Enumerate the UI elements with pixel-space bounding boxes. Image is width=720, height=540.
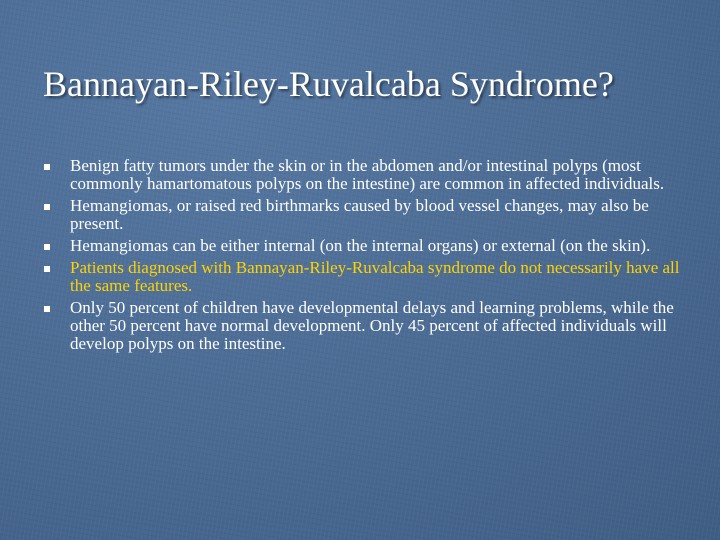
- bullet-text: Hemangiomas, or raised red birthmarks caused by blood vessel changes, may also be present.: [70, 196, 649, 233]
- square-bullet-icon: [44, 306, 50, 312]
- square-bullet-icon: [44, 204, 50, 210]
- bullet-text: Hemangiomas can be either internal (on the internal organs) or external (on the skin).: [70, 236, 651, 255]
- slide-title: Bannayan-Riley-Ruvalcaba Syndrome?: [43, 64, 614, 104]
- bullet-item: [70, 157, 690, 193]
- bullet-text: Patients diagnosed with Bannayan-Riley-Ruvalcaba syndrome do not necessarily have all the same features.: [70, 258, 680, 295]
- bullet-text: Only 50 percent of children have developmental delays and learning problems, while the other 50 percent have normal development. Only 45 percent of affected individuals will develop polyps on the intestine.: [70, 298, 674, 353]
- bullet-item: [70, 237, 690, 255]
- square-bullet-icon: [44, 266, 50, 272]
- bullet-item-highlighted: [70, 259, 690, 295]
- bullet-item: [70, 299, 690, 353]
- square-bullet-icon: [44, 244, 50, 250]
- bullet-text: Benign fatty tumors under the skin or in the abdomen and/or intestinal polyps (most commonly hamartomatous polyps on the intestine) are common in affected individuals.: [70, 156, 665, 193]
- bullet-list: [70, 157, 690, 357]
- bullet-item: [70, 197, 690, 233]
- square-bullet-icon: [44, 164, 50, 170]
